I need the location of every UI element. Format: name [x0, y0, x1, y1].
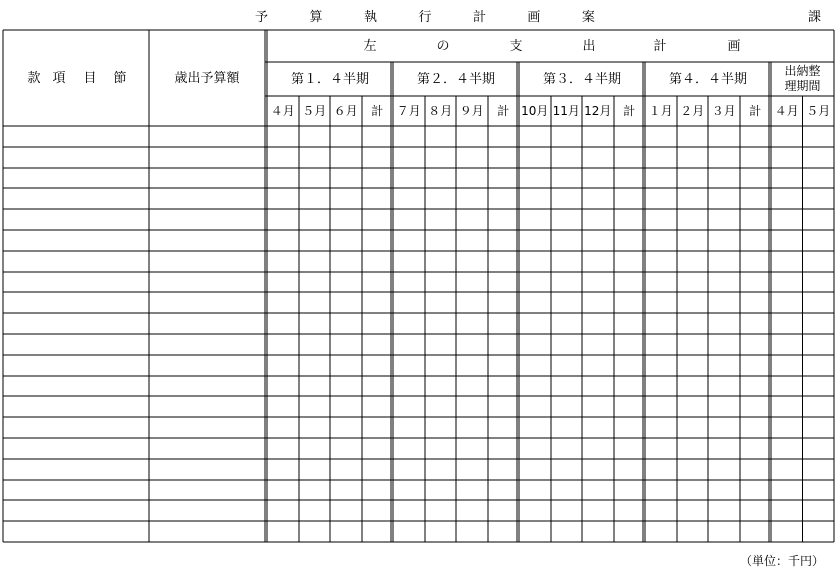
plan-header: 左 — [363, 39, 377, 54]
month-label: 計 — [749, 104, 762, 118]
account-header: 目 — [83, 71, 97, 86]
quarter-label: 第３．４半期 — [542, 72, 622, 87]
title-char: 案 — [581, 10, 595, 25]
settlement-label: 理期間 — [784, 79, 821, 93]
plan-header: 計 — [653, 39, 667, 54]
unit-note: （単位：千円） — [740, 554, 825, 568]
title-char: 執 — [363, 10, 377, 25]
month-label: ４月 — [270, 104, 295, 118]
title-char: 算 — [309, 10, 323, 25]
plan-header: 画 — [727, 39, 741, 54]
month-label: 計 — [371, 104, 384, 118]
account-header: 項 — [52, 71, 66, 86]
month-label: ２月 — [680, 104, 705, 118]
quarter-label: 第４．４半期 — [668, 72, 748, 87]
account-header: 節 — [113, 71, 127, 86]
month-label: ８月 — [428, 104, 453, 118]
month-label: 計 — [623, 104, 636, 118]
plan-header: 出 — [582, 39, 596, 54]
quarter-label: 第１．４半期 — [290, 72, 370, 87]
month-label: ５月 — [806, 104, 831, 118]
settlement-label: 出納整 — [784, 64, 821, 78]
title-char: 計 — [472, 10, 486, 25]
month-label: ５月 — [302, 104, 327, 118]
plan-header: 支 — [509, 39, 523, 54]
title-char: 予 — [255, 10, 269, 25]
budget-header: 歳出予算額 — [174, 71, 240, 86]
month-label: ６月 — [333, 104, 358, 118]
department-label: 課 — [808, 10, 822, 25]
title-char: 画 — [527, 10, 541, 25]
month-label: 11月 — [552, 104, 580, 118]
month-label: ９月 — [459, 104, 484, 118]
month-label: ４月 — [774, 104, 799, 118]
month-label: 10月 — [521, 104, 549, 118]
plan-header: の — [436, 39, 450, 54]
quarter-label: 第２．４半期 — [416, 72, 496, 87]
month-label: ３月 — [711, 104, 736, 118]
month-label: 計 — [497, 104, 510, 118]
month-label: 12月 — [584, 104, 612, 118]
title-char: 行 — [418, 10, 432, 25]
month-label: ７月 — [396, 104, 421, 118]
month-label: １月 — [648, 104, 673, 118]
account-header: 款 — [27, 71, 41, 86]
